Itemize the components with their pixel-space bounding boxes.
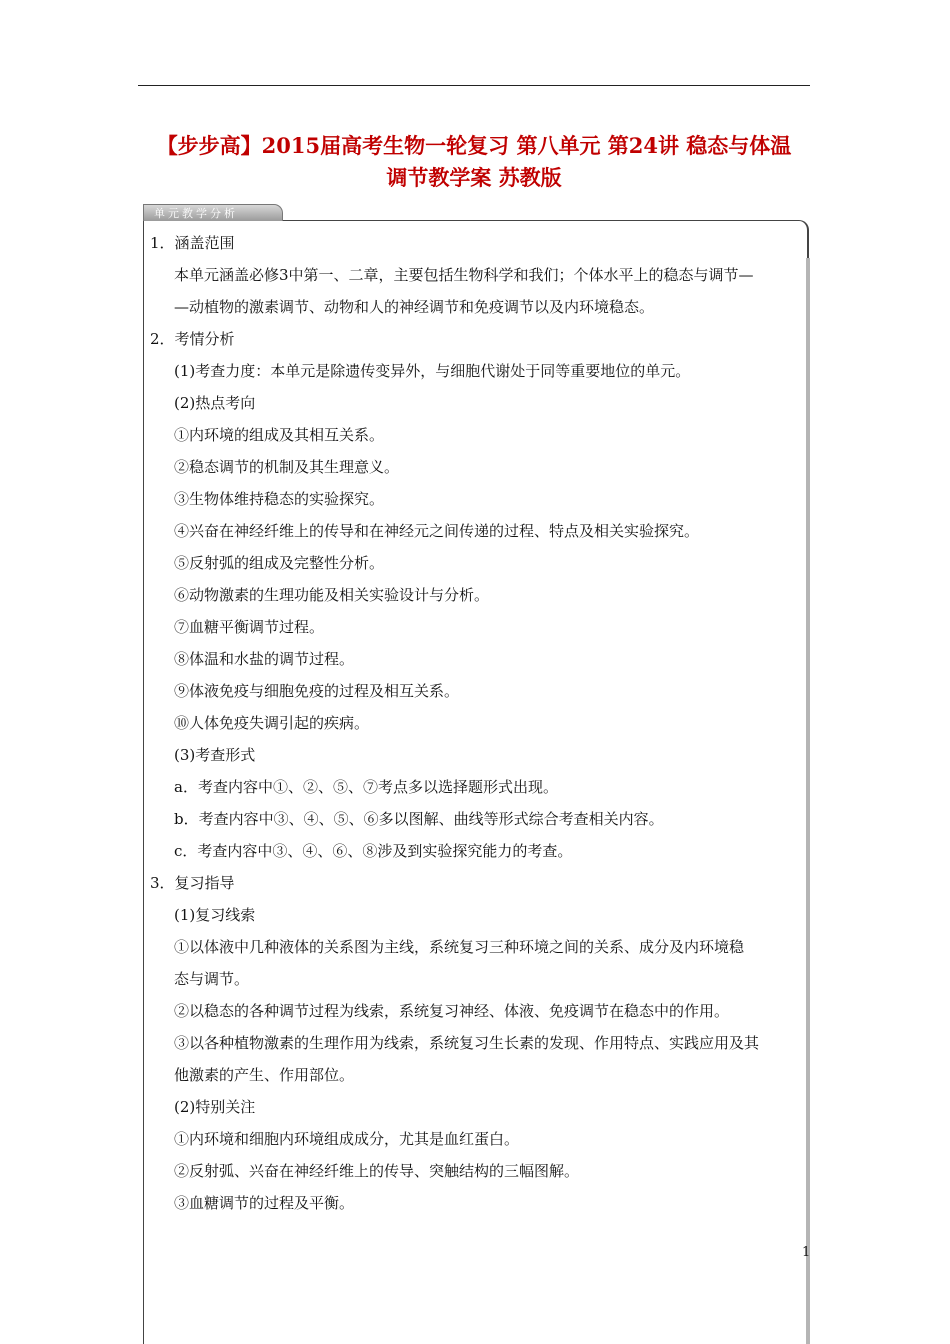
body-line: (1)考查力度：本单元是除遗传变异外，与细胞代谢处于同等重要地位的单元。: [174, 362, 691, 380]
document-title: [138, 130, 810, 194]
section-heading: 1．涵盖范围: [150, 234, 235, 252]
body-line: ①内环境的组成及其相互关系。: [174, 426, 385, 444]
body-line: 态与调节。: [174, 970, 250, 988]
body-line: —动植物的激素调节、动物和人的神经调节和免疫调节以及内环境稳态。: [174, 298, 655, 316]
body-line: ⑥动物激素的生理功能及相关实验设计与分析。: [174, 586, 490, 604]
body-line: ③生物体维持稳态的实验探究。: [174, 490, 385, 508]
body-line: ⑩人体免疫失调引起的疾病。: [174, 714, 370, 732]
body-line: b．考查内容中③、④、⑤、⑥多以图解、曲线等形式综合考查相关内容。: [174, 810, 664, 828]
page-number: 1: [802, 1245, 811, 1260]
section-heading: 3．复习指导: [150, 874, 235, 892]
body-line: ②稳态调节的机制及其生理意义。: [174, 458, 400, 476]
body-line: ⑧体温和水盐的调节过程。: [174, 650, 355, 668]
body-line: (1)复习线索: [174, 906, 256, 924]
body-line: (2)特别关注: [174, 1098, 256, 1116]
body-line: (2)热点考向: [174, 394, 256, 412]
body-line: ⑨体液免疫与细胞免疫的过程及相互关系。: [174, 682, 460, 700]
body-line: ②反射弧、兴奋在神经纤维上的传导、突触结构的三幅图解。: [174, 1162, 580, 1180]
section-tab: 单元教学分析: [143, 204, 283, 221]
body-line: ③血糖调节的过程及平衡。: [174, 1194, 355, 1212]
body-line: c．考查内容中③、④、⑥、⑧涉及到实验探究能力的考查。: [174, 842, 573, 860]
body-line: 本单元涵盖必修3中第一、二章，主要包括生物科学和我们；个体水平上的稳态与调节—: [174, 266, 754, 284]
content-body: [150, 227, 810, 1219]
header-rule: [138, 85, 810, 86]
body-line: 他激素的产生、作用部位。: [174, 1066, 355, 1084]
body-line: ⑦血糖平衡调节过程。: [174, 618, 325, 636]
body-line: ⑤反射弧的组成及完整性分析。: [174, 554, 385, 572]
body-line: ②以稳态的各种调节过程为线索，系统复习神经、体液、免疫调节在稳态中的作用。: [174, 1002, 730, 1020]
body-line: ①内环境和细胞内环境组成成分，尤其是血红蛋白。: [174, 1130, 520, 1148]
body-line: ③以各种植物激素的生理作用为线索，系统复习生长素的发现、作用特点、实践应用及其: [174, 1034, 760, 1052]
body-line: ①以体液中几种液体的关系图为主线，系统复习三种环境之间的关系、成分及内环境稳: [174, 938, 745, 956]
body-line: (3)考查形式: [174, 746, 256, 764]
section-heading: 2．考情分析: [150, 330, 235, 348]
title-line-2: 调节教学案 苏教版: [386, 165, 562, 190]
body-line: a．考查内容中①、②、⑤、⑦考点多以选择题形式出现。: [174, 778, 558, 796]
body-line: ④兴奋在神经纤维上的传导和在神经元之间传递的过程、特点及相关实验探究。: [174, 522, 700, 540]
title-line-1: 【步步高】2015届高考生物一轮复习 第八单元 第24讲 稳态与体温: [156, 133, 792, 158]
